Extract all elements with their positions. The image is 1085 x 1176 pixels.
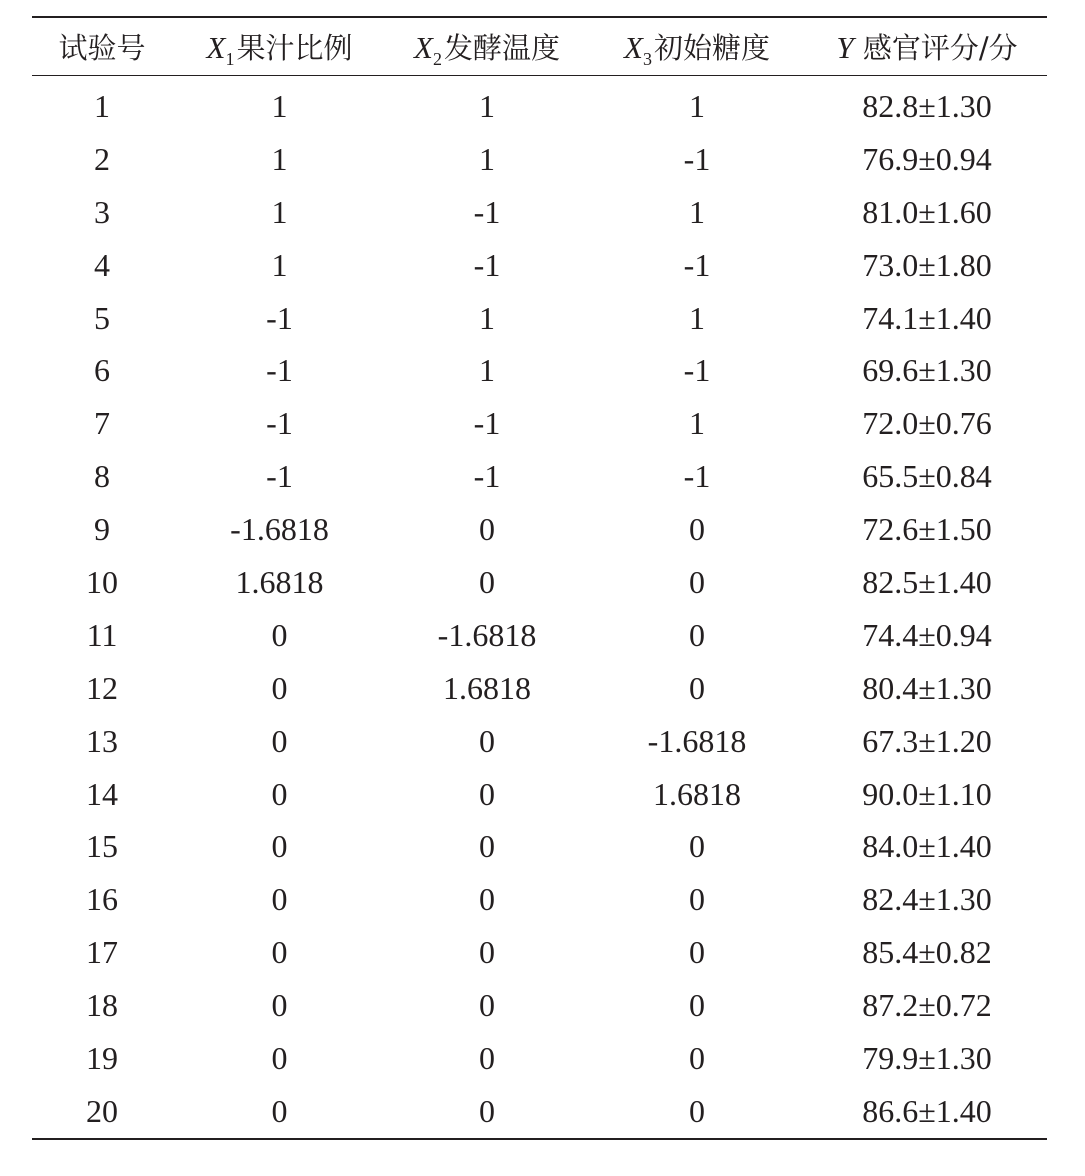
x1-cell: 0	[271, 934, 288, 971]
experiment-table	[32, 16, 1047, 1140]
y-score-cell: 76.9±0.94	[862, 140, 992, 177]
x1-cell: -1	[266, 352, 293, 389]
trial-no-cell: 8	[94, 458, 110, 495]
table-row	[32, 397, 1047, 450]
trial-no-cell: 16	[86, 881, 118, 918]
table-row	[32, 239, 1047, 292]
header-variable-symbol: X	[624, 30, 643, 65]
table-row	[32, 556, 1047, 609]
x3-cell: -1	[683, 246, 711, 283]
trial-no-cell: 14	[86, 775, 118, 812]
x1-cell: 0	[271, 1039, 288, 1076]
design-results-table	[32, 18, 1047, 1138]
x2-cell: 1	[479, 299, 495, 336]
x3-cell: 0	[689, 669, 705, 706]
y-score-cell: 82.5±1.40	[862, 563, 992, 600]
trial-no-cell: 13	[86, 722, 118, 759]
table-row	[32, 292, 1047, 345]
trial-no-cell: 9	[94, 511, 110, 548]
x3-cell: 1	[689, 193, 705, 230]
x2-cell: 0	[479, 987, 495, 1024]
x2-cell: -1.6818	[437, 616, 537, 653]
x2-cell: 1	[479, 352, 495, 389]
y-score-cell: 72.6±1.50	[862, 511, 992, 548]
trial-no-cell: 19	[86, 1039, 118, 1076]
x1-cell: -1.6818	[230, 511, 329, 548]
y-score-cell: 69.6±1.30	[862, 352, 992, 389]
x2-cell: 0	[479, 563, 495, 600]
x3-cell: -1.6818	[647, 722, 747, 759]
table-row	[32, 662, 1047, 715]
header-variable-symbol: X	[206, 30, 226, 65]
header-label: 发酵温度	[443, 31, 560, 65]
x1-cell: -1	[266, 458, 293, 495]
trial-no-cell: 18	[86, 987, 118, 1024]
x2-cell: 0	[479, 1039, 495, 1076]
x3-cell: 0	[689, 1039, 705, 1076]
table-row	[32, 1032, 1047, 1085]
x1-cell: 0	[271, 616, 288, 653]
trial-no-cell: 1	[32, 76, 172, 133]
y-score-cell: 72.0±0.76	[862, 405, 992, 442]
x2-cell: 0	[479, 881, 495, 918]
y-score-cell: 82.8±1.30	[807, 76, 1047, 133]
x3-cell: 1	[689, 405, 705, 442]
x3-cell: -1	[683, 458, 711, 495]
table-row	[32, 979, 1047, 1032]
table-row	[32, 76, 1047, 133]
header-x2-fermentation-temp	[387, 18, 587, 76]
table-row	[32, 715, 1047, 768]
x3-cell: 0	[689, 987, 705, 1024]
table-bottom-rule	[32, 1138, 1047, 1140]
y-score-cell: 86.6±1.40	[862, 1092, 992, 1129]
x1-cell: 1	[271, 140, 288, 177]
x3-cell: 0	[689, 1092, 705, 1129]
y-score-cell: 73.0±1.80	[862, 246, 992, 283]
trial-no-cell: 6	[94, 352, 110, 389]
header-label: 果汁比例	[236, 31, 353, 65]
trial-no-cell: 10	[86, 563, 118, 600]
x2-cell: 0	[479, 511, 495, 548]
x2-cell: 0	[479, 775, 495, 812]
table-row	[32, 926, 1047, 979]
x2-cell: -1	[473, 193, 501, 230]
header-variable-subscript: 2	[432, 49, 442, 69]
x3-cell: 0	[689, 563, 705, 600]
x2-cell: 0	[479, 934, 495, 971]
x2-cell: 1	[387, 76, 587, 133]
x3-cell: -1	[683, 140, 711, 177]
x1-cell: 1	[271, 193, 288, 230]
trial-no-cell: 20	[86, 1092, 118, 1129]
table-row	[32, 768, 1047, 821]
x1-cell: 1	[172, 76, 387, 133]
x2-cell: 0	[479, 1092, 495, 1129]
header-variable-subscript: 1	[225, 49, 235, 69]
header-label: 初始糖度	[653, 31, 770, 65]
trial-no-cell: 15	[86, 828, 118, 865]
y-score-cell: 82.4±1.30	[862, 881, 992, 918]
header-row	[32, 18, 1047, 76]
y-score-cell: 80.4±1.30	[862, 669, 992, 706]
x3-cell: 1	[587, 76, 807, 133]
x2-cell: 0	[479, 828, 495, 865]
x2-cell: -1	[473, 458, 501, 495]
table-row	[32, 344, 1047, 397]
x3-cell: 0	[689, 881, 705, 918]
table-row	[32, 1085, 1047, 1138]
x2-cell: -1	[473, 405, 501, 442]
x3-cell: 0	[689, 828, 705, 865]
x1-cell: 0	[271, 722, 288, 759]
x3-cell: 0	[689, 616, 705, 653]
header-y-sensory-score	[807, 18, 1047, 76]
trial-no-cell: 12	[86, 669, 118, 706]
header-variable-subscript: 3	[642, 49, 652, 69]
y-score-cell: 74.4±0.94	[862, 616, 992, 653]
y-score-cell: 81.0±1.60	[862, 193, 992, 230]
header-label: 感官评分/分	[853, 31, 1018, 65]
x3-cell: -1	[683, 352, 711, 389]
y-score-cell: 67.3±1.20	[862, 722, 992, 759]
table-row	[32, 186, 1047, 239]
x3-cell: 1.6818	[653, 775, 741, 812]
x2-cell: -1	[473, 246, 501, 283]
table-header	[32, 18, 1047, 76]
header-x1-juice-ratio	[172, 18, 387, 76]
table-row	[32, 503, 1047, 556]
y-score-cell: 79.9±1.30	[862, 1039, 992, 1076]
x2-cell: 1.6818	[443, 669, 531, 706]
x1-cell: -1	[266, 299, 293, 336]
x3-cell: 1	[689, 299, 705, 336]
trial-no-cell: 2	[94, 140, 110, 177]
header-variable-symbol: Y	[836, 30, 854, 65]
x1-cell: 0	[271, 1092, 288, 1129]
table-body	[32, 76, 1047, 1138]
x1-cell: -1	[266, 405, 293, 442]
table-row	[32, 820, 1047, 873]
x1-cell: 0	[271, 881, 288, 918]
x1-cell: 1	[271, 246, 288, 283]
x1-cell: 0	[271, 669, 288, 706]
trial-no-cell: 7	[94, 405, 110, 442]
x1-cell: 0	[271, 828, 288, 865]
x1-cell: 0	[271, 775, 288, 812]
y-score-cell: 85.4±0.82	[862, 934, 992, 971]
y-score-cell: 84.0±1.40	[862, 828, 992, 865]
table-row	[32, 450, 1047, 503]
table-row	[32, 609, 1047, 662]
table-row	[32, 133, 1047, 186]
x3-cell: 0	[689, 934, 705, 971]
x2-cell: 1	[479, 140, 495, 177]
y-score-cell: 87.2±0.72	[862, 987, 992, 1024]
header-label: 试验号	[58, 31, 146, 65]
header-variable-symbol: X	[414, 30, 433, 65]
trial-no-cell: 17	[86, 934, 118, 971]
trial-no-cell: 4	[94, 246, 110, 283]
y-score-cell: 90.0±1.10	[862, 775, 992, 812]
x3-cell: 0	[689, 511, 705, 548]
table-row	[32, 873, 1047, 926]
header-x3-initial-sugar	[587, 18, 807, 76]
header-trial-no	[32, 18, 172, 76]
trial-no-cell: 11	[86, 616, 118, 653]
trial-no-cell: 3	[94, 193, 110, 230]
x1-cell: 1.6818	[235, 563, 324, 600]
x2-cell: 0	[479, 722, 495, 759]
trial-no-cell: 5	[94, 299, 110, 336]
y-score-cell: 65.5±0.84	[862, 458, 992, 495]
y-score-cell: 74.1±1.40	[862, 299, 992, 336]
x1-cell: 0	[271, 987, 288, 1024]
